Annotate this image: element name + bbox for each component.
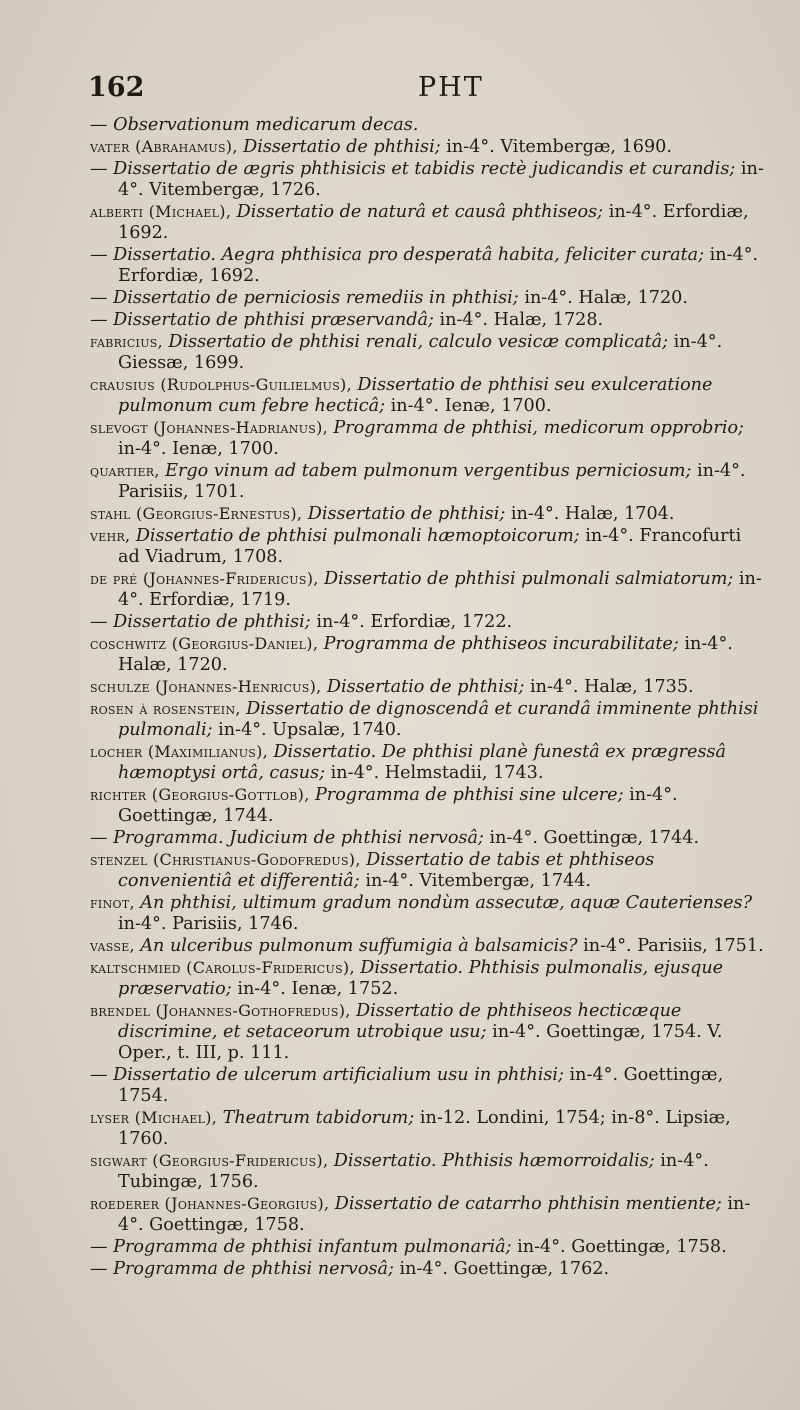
bibliography-entry xyxy=(90,676,764,698)
entry-author: quartier, xyxy=(90,461,166,480)
entry-title: — Dissertatio de perniciosis remediis in phthisi; xyxy=(90,288,525,308)
entry-details: in-4°. Erfordiæ, 1692. xyxy=(118,245,759,286)
entry-title: — Programma de phthisi nervosâ; xyxy=(90,1259,400,1279)
entry-title: Programma de phthisi sine ulcere; xyxy=(314,785,630,805)
entry-details: in-4°. Halæ, 1720. xyxy=(118,634,733,675)
entry-title: Dissertatio de phthisi; xyxy=(243,137,447,157)
bibliography-entry xyxy=(90,460,764,503)
bibliography-entry xyxy=(90,633,764,676)
entry-title: Dissertatio de phthisi pulmonali hæmoptoicorum; xyxy=(135,526,586,546)
bibliography-entry xyxy=(90,374,764,417)
bibliography-entry xyxy=(90,741,764,784)
bibliography-entry xyxy=(90,827,764,849)
entry-title: An phthisi, ultimum gradum nondùm assecutæ, aquæ Cauterienses? xyxy=(140,893,753,913)
entry-author: alberti (Michael), xyxy=(90,202,237,221)
bibliography-entry xyxy=(90,331,764,374)
entry-title: Dissertatio de naturâ et causâ phthiseos; xyxy=(236,202,609,222)
entry-title: Dissertatio de phthisi; xyxy=(307,504,511,524)
entry-title: Programma de phthisi, medicorum opprobrio; xyxy=(333,418,744,438)
entry-author: rosen à rosenstein, xyxy=(90,699,247,718)
entry-details: in-4°. Halæ, 1735. xyxy=(530,677,694,697)
bibliography-entry xyxy=(90,244,764,287)
entry-details: in-4°. Erfordiæ, 1719. xyxy=(118,569,762,610)
page-header xyxy=(88,72,740,112)
entry-details: in-4°. Goettingæ, 1762. xyxy=(399,1259,610,1279)
entry-title: — Observationum medicarum decas. xyxy=(90,115,419,135)
entry-author: richter (Georgius-Gottlob), xyxy=(90,785,315,804)
bibliography-entry xyxy=(90,935,764,957)
entry-title: Dissertatio de phthisi pulmonali salmiatorum; xyxy=(324,569,739,589)
entry-details: in-4°. Vitembergæ, 1690. xyxy=(446,137,672,157)
entry-title: Dissertatio. Phthisis pulmonalis, ejusque præservatio; xyxy=(118,958,724,999)
bibliography-entry xyxy=(90,1064,764,1107)
entry-details: in-12. Londini, 1754; in-8°. Lipsiæ, 1760. xyxy=(118,1108,731,1149)
entry-details: in-4°. Ienæ, 1752. xyxy=(237,979,399,999)
bibliography-entry xyxy=(90,1193,764,1236)
entry-details: in-4°. Parisiis, 1701. xyxy=(118,461,746,502)
entry-details: in-4°. Goettingæ, 1744. xyxy=(118,785,678,826)
entry-details: in-4°. Tubingæ, 1756. xyxy=(118,1151,709,1192)
entry-details: in-4°. Vitembergæ, 1726. xyxy=(118,159,764,200)
bibliography-entry xyxy=(90,417,764,460)
entry-title: — Dissertatio. Aegra phthisica pro desperatâ habita, feliciter curata; xyxy=(90,245,710,265)
entry-author: kaltschmied (Carolus-Fridericus), xyxy=(90,958,361,977)
entry-title: — Dissertatio de ulcerum artificialium usu in phthisi; xyxy=(90,1065,570,1085)
entry-details: in-4°. Goettingæ, 1758. xyxy=(517,1237,727,1257)
entry-title: — Dissertatio de phthisi; xyxy=(90,612,317,632)
bibliography-entry xyxy=(90,1000,764,1064)
entry-title: Dissertatio de catarrho phthisin mentiente; xyxy=(334,1194,728,1214)
entry-author: brendel (Johannes-Gothofredus), xyxy=(90,1001,357,1020)
entry-title: Dissertatio de phthisi renali, calculo vesicæ complicatâ; xyxy=(168,332,674,352)
entry-title: Ergo vinum ad tabem pulmonum vergentibus perniciosum; xyxy=(165,461,698,481)
entry-author: de pré (Johannes-Fridericus), xyxy=(90,569,325,588)
bibliography-entry xyxy=(90,309,764,331)
entry-author: sigwart (Georgius-Fridericus), xyxy=(90,1151,334,1170)
entry-author: roederer (Johannes-Georgius), xyxy=(90,1194,335,1213)
bibliography-entry xyxy=(90,525,764,568)
entry-title: — Dissertatio de ægris phthisicis et tabidis rectè judicandis et curandis; xyxy=(90,159,741,179)
entry-details: in-4°. Helmstadii, 1743. xyxy=(330,763,544,783)
entry-title: Dissertatio de dignoscendâ et curandâ imminente phthisi pulmonali; xyxy=(118,699,759,740)
entry-title: Dissertatio de phthisi seu exulceratione pulmonum cum febre hecticâ; xyxy=(118,375,713,416)
bibliography-entry xyxy=(90,1107,764,1150)
entry-author: vehr, xyxy=(90,526,136,545)
entry-title: Dissertatio de tabis et phthiseos convenientiâ et differentiâ; xyxy=(118,850,655,891)
bibliography-entry xyxy=(90,957,764,1000)
entry-details: in-4°. Goettingæ, 1758. xyxy=(118,1194,751,1235)
entry-details: in-4°. Parisiis, 1751. xyxy=(583,936,764,956)
page-number: 162 xyxy=(88,72,145,103)
entry-author: lyser (Michael), xyxy=(90,1108,223,1127)
entry-details: in-4°. Francofurti ad Viadrum, 1708. xyxy=(118,526,742,567)
entry-author: stenzel (Christianus-Godofredus), xyxy=(90,850,367,869)
entry-details: in-4°. Parisiis, 1746. xyxy=(118,914,299,934)
bibliography-entry xyxy=(90,114,764,136)
entry-author: slevogt (Johannes-Hadrianus), xyxy=(90,418,334,437)
bibliography-entry xyxy=(90,892,764,935)
entry-author: finot, xyxy=(90,893,141,912)
entry-title: Programma de phthiseos incurabilitate; xyxy=(323,634,685,654)
entry-author: stahl (Georgius-Ernestus), xyxy=(90,504,308,523)
bibliography-entry xyxy=(90,201,764,244)
bibliography-entry xyxy=(90,1258,764,1280)
entry-details: in-4°. Upsalæ, 1740. xyxy=(218,720,402,740)
bibliography-entry xyxy=(90,136,764,158)
running-head: PHT xyxy=(418,72,484,103)
bibliography-entry xyxy=(90,568,764,611)
entry-details: in-4°. Erfordiæ, 1722. xyxy=(316,612,513,632)
bibliography-entry xyxy=(90,698,764,741)
entry-details: in-4°. Ienæ, 1700. xyxy=(390,396,552,416)
entry-title: — Programma. Judicium de phthisi nervosâ; xyxy=(90,828,490,848)
bibliography-entry xyxy=(90,158,764,201)
entry-title: Theatrum tabidorum; xyxy=(222,1108,420,1128)
entry-title: — Dissertatio de phthisi præservandâ; xyxy=(90,310,440,330)
entry-details: in-4°. Vitembergæ, 1744. xyxy=(365,871,592,891)
entry-details: in-4°. Goettingæ, 1754. xyxy=(118,1065,724,1106)
entry-details: in-4°. Halæ, 1720. xyxy=(524,288,688,308)
bibliography-entry xyxy=(90,503,764,525)
entry-author: locher (Maximilianus), xyxy=(90,742,274,761)
entry-author: vater (Abrahamus), xyxy=(90,137,244,156)
entry-details: in-4°. Giessæ, 1699. xyxy=(118,332,723,373)
bibliography-entry xyxy=(90,849,764,892)
entry-title: Dissertatio de phthiseos hecticæque discrimine, et setaceorum utrobique usu; xyxy=(118,1001,682,1042)
bibliography-list xyxy=(90,114,764,1280)
bibliography-entry xyxy=(90,1236,764,1258)
bibliography-entry xyxy=(90,611,764,633)
entry-title: Dissertatio. De phthisi planè funestâ ex prægressâ hæmoptysi ortâ, casus; xyxy=(118,742,727,783)
entry-details: in-4°. Erfordiæ, 1692. xyxy=(118,202,749,243)
entry-details: in-4°. Halæ, 1704. xyxy=(510,504,675,524)
entry-author: vasse, xyxy=(90,936,141,955)
bibliography-entry xyxy=(90,1150,764,1193)
entry-details: in-4°. Goettingæ, 1744. xyxy=(489,828,700,848)
entry-author: coschwitz (Georgius-Daniel), xyxy=(90,634,324,653)
bibliography-entry xyxy=(90,287,764,309)
entry-title: An ulceribus pulmonum suffumigia à balsamicis? xyxy=(140,936,584,956)
entry-title: Dissertatio. Phthisis hæmorroidalis; xyxy=(333,1151,661,1171)
entry-details: in-4°. Ienæ, 1700. xyxy=(118,439,279,459)
entry-details: in-4°. Goettingæ, 1754. V. Oper., t. III, p. 111. xyxy=(118,1022,723,1063)
entry-title: — Programma de phthisi infantum pulmonariâ; xyxy=(90,1237,518,1257)
entry-author: crausius (Rudolphus-Guilielmus), xyxy=(90,375,358,394)
entry-author: schulze (Johannes-Henricus), xyxy=(90,677,327,696)
bibliography-entry xyxy=(90,784,764,827)
entry-title: Dissertatio de phthisi; xyxy=(326,677,531,697)
entry-author: fabricius, xyxy=(90,332,169,351)
entry-details: in-4°. Halæ, 1728. xyxy=(439,310,604,330)
